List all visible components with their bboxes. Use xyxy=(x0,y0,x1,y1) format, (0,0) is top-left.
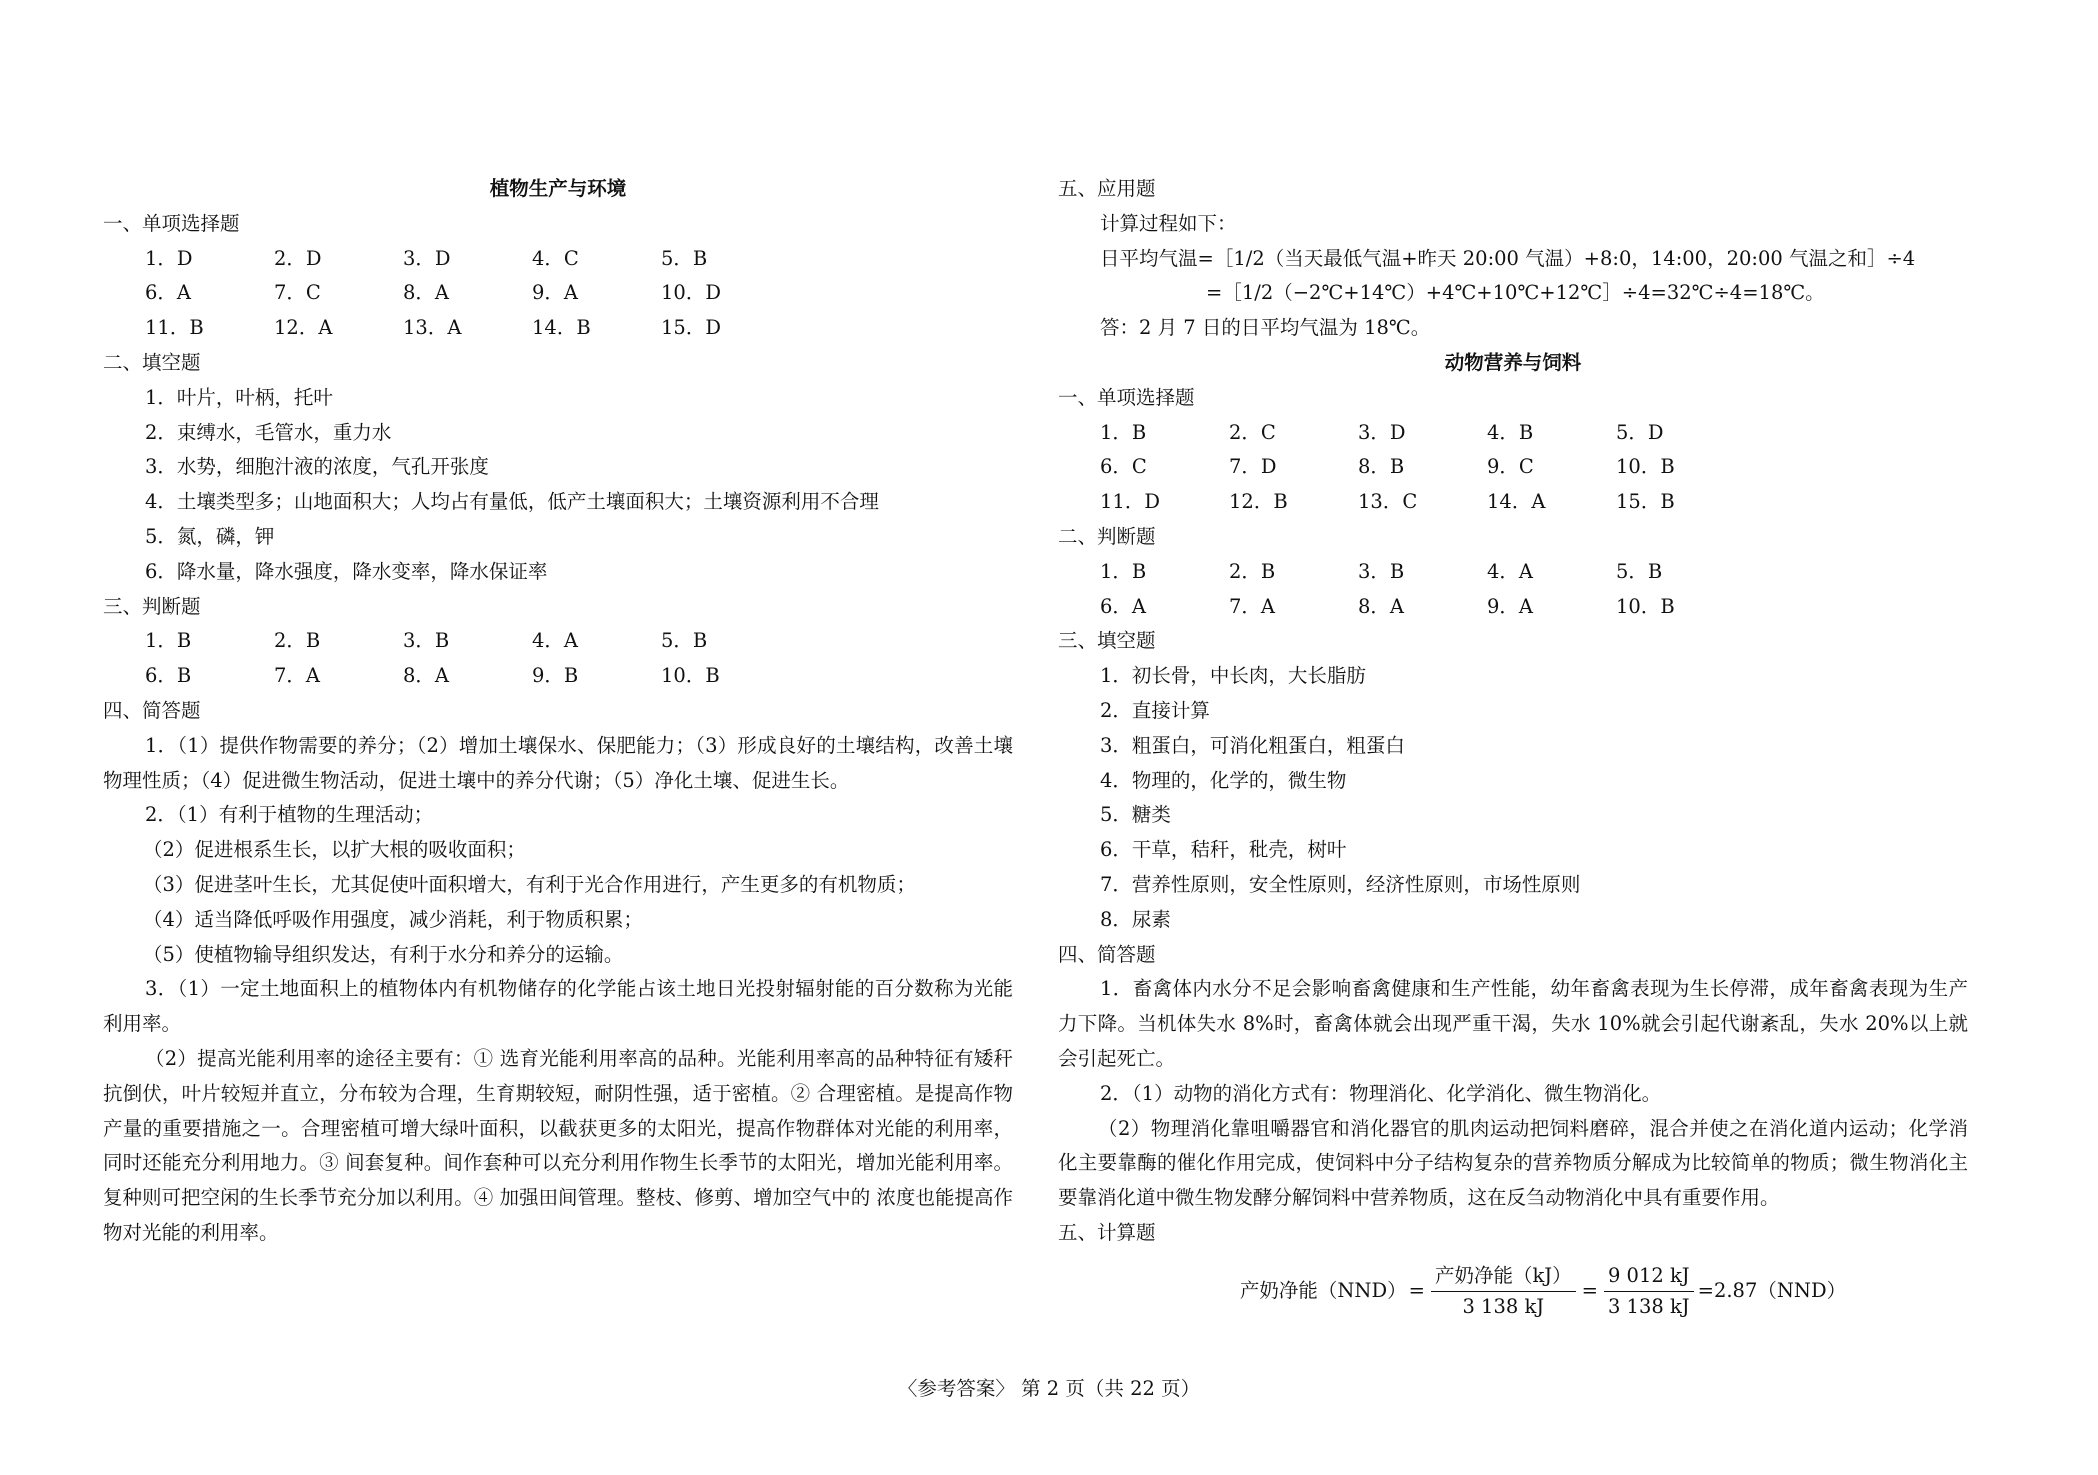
answer-cell: 15．D xyxy=(661,316,721,340)
answer-cell: 1．D xyxy=(145,246,193,270)
answer-cell: 12．A xyxy=(274,316,333,340)
answer-row xyxy=(1058,416,1968,451)
answer-paragraph: （2）提高光能利用率的途径主要有：① 选育光能利用率高的品种。光能利用率高的品种特征有矮秆抗倒伏，叶片较短并直立，分布较为合理，生育期较短，耐阴性强，适于密植。② 合理密植。是提高作物产量的重要措施之一。合理密植可增大绿叶面积，以截获更多的太阳光，提高作物群体对光能的利用率，同时还能充分利用地力。③ 间套复种。间作套种可以充分利用作物生长季节的太阳光，增加光能利用率。复种则可把空闲的生长季节充分加以利用。④ 加强田间管理。整枝、修剪、增加空气中的 浓度也能提高作物对光能的利用率。 xyxy=(103,1046,1013,1244)
answer-cell: 5．D xyxy=(1616,420,1664,444)
answer-cell: 1．B xyxy=(1100,559,1147,583)
fraction-denominator: 3 138 kJ xyxy=(1462,1294,1545,1318)
list-item: 6．降水量，降水强度，降水变率，降水保证率 xyxy=(145,559,548,583)
answer-cell: 4．C xyxy=(532,246,579,270)
heading-single-choice: 一、单项选择题 xyxy=(1058,385,1195,409)
answer-cell: 10．D xyxy=(661,281,721,305)
formula-equals: = xyxy=(1581,1278,1598,1302)
list-item: 6．干草，秸秆，秕壳，树叶 xyxy=(1100,838,1347,862)
fraction-numerator: 产奶净能（kJ） xyxy=(1431,1261,1576,1292)
list-item: 2．束缚水，毛管水，重力水 xyxy=(145,420,392,444)
answer-line: （5）使植物输导组织发达，有利于水分和养分的运输。 xyxy=(143,942,624,966)
list-item: 4．土壤类型多；山地面积大；人均占有量低，低产土壤面积大；土壤资源利用不合理 xyxy=(145,490,879,514)
answer-row xyxy=(1058,555,1968,590)
answer-cell: 4．A xyxy=(1487,559,1533,583)
answer-cell: 2．C xyxy=(1229,420,1276,444)
answer-row xyxy=(1058,450,1968,485)
heading-single-choice: 一、单项选择题 xyxy=(103,211,240,235)
answer-cell: 3．B xyxy=(1358,559,1405,583)
answer-cell: 6．C xyxy=(1100,455,1147,479)
answer-cell: 8．B xyxy=(1358,455,1405,479)
answer-row xyxy=(103,276,1013,311)
section-title-animal: 动物营养与饲料 xyxy=(1444,350,1582,374)
answer-row xyxy=(1058,590,1968,625)
answer-cell: 8．A xyxy=(403,664,449,688)
answer-line: （3）促进茎叶生长，尤其促使叶面积增大，有利于光合作用进行，产生更多的有机物质； xyxy=(143,872,916,896)
answer-line: （4）适当降低呼吸作用强度，减少消耗，利于物质积累； xyxy=(143,907,643,931)
answer-cell: 1．B xyxy=(1100,420,1147,444)
list-item: 8．尿素 xyxy=(1100,907,1171,931)
list-item: 5．氮，磷，钾 xyxy=(145,524,275,548)
formula-lhs: 产奶净能（NND） xyxy=(1239,1278,1407,1302)
answer-row xyxy=(103,659,1013,694)
answer-cell: 15．B xyxy=(1616,490,1675,514)
answer-cell: 3．B xyxy=(403,629,450,653)
fraction-numerator: 9 012 kJ xyxy=(1604,1261,1694,1292)
formula-fraction xyxy=(1431,1261,1576,1322)
answer-line: 2．（1）有利于植物的生理活动； xyxy=(145,803,434,827)
answer-cell: 6．A xyxy=(145,281,191,305)
answer-cell: 9．C xyxy=(1487,455,1534,479)
list-item: 1．初长骨，中长肉，大长脂肪 xyxy=(1100,664,1366,688)
answer-cell: 7．A xyxy=(1229,594,1275,618)
list-item: 7．营养性原则，安全性原则，经济性原则，市场性原则 xyxy=(1100,872,1581,896)
answer-cell: 4．B xyxy=(1487,420,1534,444)
answer-cell: 2．B xyxy=(274,629,321,653)
answer-line: 日平均气温=［1/2（当天最低气温+昨天 20:00 气温）+8:0，14:00，20:00 气温之和］÷4 xyxy=(1100,246,1916,270)
heading-calculation: 五、计算题 xyxy=(1058,1220,1156,1244)
answer-cell: 4．A xyxy=(532,629,578,653)
answer-cell: 6．B xyxy=(145,664,192,688)
answer-cell: 7．D xyxy=(1229,455,1277,479)
list-item: 3．粗蛋白，可消化粗蛋白，粗蛋白 xyxy=(1100,733,1405,757)
answer-cell: 7．C xyxy=(274,281,321,305)
heading-true-false: 二、判断题 xyxy=(1058,524,1156,548)
list-item: 5．糖类 xyxy=(1100,803,1171,827)
list-item: 4．物理的，化学的，微生物 xyxy=(1100,768,1347,792)
answer-cell: 14．B xyxy=(532,316,591,340)
answer-row xyxy=(1058,485,1968,520)
answer-cell: 2．B xyxy=(1229,559,1276,583)
heading-short-answer: 四、简答题 xyxy=(1058,942,1156,966)
answer-paragraph: 3．（1）一定土地面积上的植物体内有机物储存的化学能占该土地日光投射辐射能的百分数称为光能利用率。 xyxy=(103,977,1013,1036)
answer-cell: 3．D xyxy=(1358,420,1406,444)
answer-cell: 7．A xyxy=(274,664,320,688)
answer-cell: 12．B xyxy=(1229,490,1288,514)
answer-line: 答：2 月 7 日的日平均气温为 18℃。 xyxy=(1100,316,1431,340)
answer-cell: 8．A xyxy=(403,281,449,305)
answer-cell: 8．A xyxy=(1358,594,1404,618)
answer-cell: 14．A xyxy=(1487,490,1546,514)
answer-paragraph: 1．畜禽体内水分不足会影响畜禽健康和生产性能，幼年畜禽表现为生长停滞，成年畜禽表现为生产力下降。当机体失水 8%时，畜禽体就会出现严重干渴，失水 10%就会引起代谢紊乱，失水 20%以上就会引起死亡。 xyxy=(1058,977,1968,1070)
left-column xyxy=(103,172,1013,1251)
formula-result: =2.87（NND） xyxy=(1697,1278,1847,1302)
answer-paragraph: 1．（1）提供作物需要的养分；（2）增加土壤保水、保肥能力；（3）形成良好的土壤结构，改善土壤物理性质；（4）促进微生物活动，促进土壤中的养分代谢；（5）净化土壤、促进生长。 xyxy=(103,733,1013,792)
answer-row xyxy=(103,242,1013,277)
answer-cell: 10．B xyxy=(661,664,720,688)
list-item: 1．叶片，叶柄，托叶 xyxy=(145,385,333,409)
answer-line: =［1/2（−2℃+14℃）+4℃+10℃+12℃］÷4=32℃÷4=18℃。 xyxy=(1206,281,1825,305)
answer-row xyxy=(103,311,1013,346)
right-column xyxy=(1058,172,1968,1322)
answer-cell: 5．B xyxy=(661,246,708,270)
answer-line: 2．（1）动物的消化方式有：物理消化、化学消化、微生物消化。 xyxy=(1100,1081,1662,1105)
fraction-denominator: 3 138 kJ xyxy=(1607,1294,1690,1318)
answer-cell: 11．B xyxy=(145,316,204,340)
list-item: 2．直接计算 xyxy=(1100,698,1210,722)
answer-row xyxy=(103,624,1013,659)
heading-application: 五、应用题 xyxy=(1058,177,1156,200)
answer-cell: 9．A xyxy=(532,281,578,305)
answer-cell: 9．A xyxy=(1487,594,1533,618)
heading-short-answer: 四、简答题 xyxy=(103,698,201,722)
section-title-plant: 植物生产与环境 xyxy=(489,177,627,200)
answer-cell: 3．D xyxy=(403,246,451,270)
answer-paragraph: （2）物理消化靠咀嚼器官和消化器官的肌肉运动把饲料磨碎，混合并使之在消化道内运动；化学消化主要靠酶的催化作用完成，使饲料中分子结构复杂的营养物质分解成为比较简单的物质；微生物消化主要靠消化道中微生物发酵分解饲料中营养物质，这在反刍动物消化中具有重要作用。 xyxy=(1058,1116,1968,1210)
answer-cell: 13．A xyxy=(403,316,462,340)
answer-cell: 2．D xyxy=(274,246,322,270)
heading-fill-blank: 二、填空题 xyxy=(103,350,201,374)
heading-true-false: 三、判断题 xyxy=(103,594,201,618)
answer-cell: 10．B xyxy=(1616,455,1675,479)
heading-fill-blank: 三、填空题 xyxy=(1058,629,1156,653)
answer-cell: 6．A xyxy=(1100,594,1146,618)
answer-cell: 11．D xyxy=(1100,490,1160,514)
formula-equals: = xyxy=(1408,1278,1425,1302)
answer-cell: 1．B xyxy=(145,629,192,653)
answer-cell: 5．B xyxy=(1616,559,1663,583)
answer-line: 计算过程如下： xyxy=(1100,211,1237,235)
formula-fraction xyxy=(1604,1261,1694,1322)
formula xyxy=(1058,1261,1968,1322)
answer-line: （2）促进根系生长，以扩大根的吸收面积； xyxy=(143,838,526,862)
answer-cell: 13．C xyxy=(1358,490,1418,514)
list-item: 3．水势，细胞汁液的浓度，气孔开张度 xyxy=(145,455,489,479)
answer-cell: 10．B xyxy=(1616,594,1675,618)
answer-cell: 5．B xyxy=(661,629,708,653)
answer-cell: 9．B xyxy=(532,664,579,688)
page-footer: 〈参考答案〉 第 2 页（共 22 页） xyxy=(897,1377,1201,1400)
